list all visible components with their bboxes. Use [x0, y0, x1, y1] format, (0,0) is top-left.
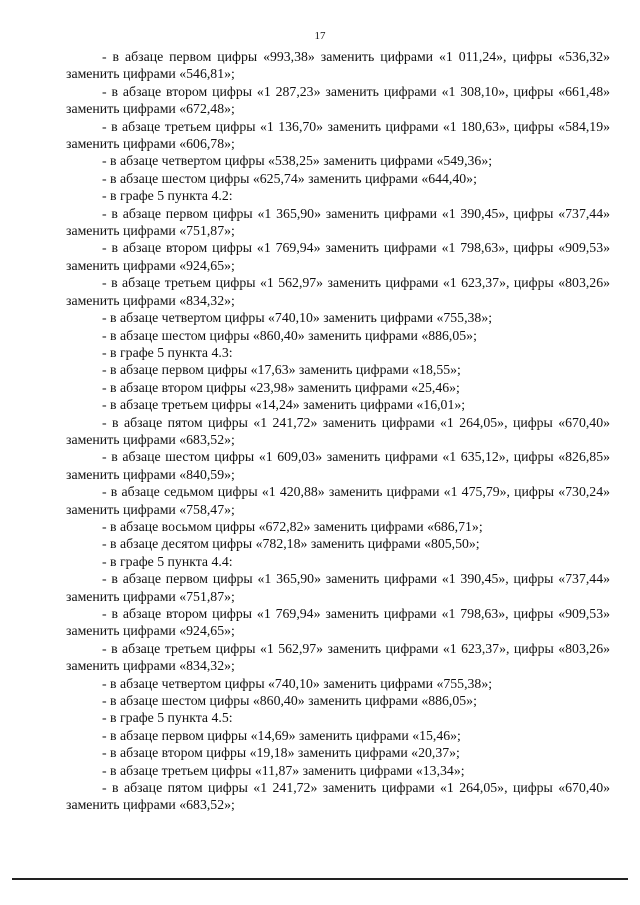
amendment-paragraph: - в абзаце третьем цифры «1 136,70» заменить цифрами «1 180,63», цифры «584,19» заменить цифрами «606,78»;	[66, 118, 610, 152]
amendment-paragraph: - в графе 5 пункта 4.4:	[102, 553, 233, 569]
bottom-divider	[12, 878, 628, 880]
amendment-paragraph: - в абзаце втором цифры «1 769,94» заменить цифрами «1 798,63», цифры «909,53» заменить цифрами «924,65»;	[66, 240, 610, 273]
document-body	[66, 48, 610, 814]
amendment-paragraph: - в абзаце первом цифры «14,69» заменить цифрами «15,46»;	[102, 727, 461, 743]
amendment-paragraph: - в абзаце пятом цифры «1 241,72» заменить цифрами «1 264,05», цифры «670,40» заменить цифрами «683,52»;	[66, 414, 610, 447]
amendment-paragraph: - в абзаце шестом цифры «860,40» заменить цифрами «886,05»;	[102, 327, 477, 343]
amendment-paragraph: - в абзаце пятом цифры «1 241,72» заменить цифрами «1 264,05», цифры «670,40» заменить цифрами «683,52»;	[66, 780, 610, 813]
amendment-paragraph: - в абзаце втором цифры «19,18» заменить цифрами «20,37»;	[102, 745, 460, 761]
amendment-paragraph: - в графе 5 пункта 4.3:	[102, 344, 233, 360]
amendment-paragraph: - в абзаце третьем цифры «14,24» заменить цифрами «16,01»;	[102, 397, 466, 413]
amendment-paragraph: - в абзаце третьем цифры «1 562,97» заменить цифрами «1 623,37», цифры «803,26» заменить цифрами «834,32»;	[66, 640, 610, 674]
amendment-paragraph: - в абзаце восьмом цифры «672,82» заменить цифрами «686,71»;	[102, 518, 483, 534]
amendment-paragraph: - в абзаце седьмом цифры «1 420,88» заменить цифрами «1 475,79», цифры «730,24» заменить цифрами «758,47»;	[66, 484, 610, 517]
amendment-paragraph: - в абзаце шестом цифры «1 609,03» заменить цифрами «1 635,12», цифры «826,85» заменить цифрами «840,59»;	[66, 449, 610, 482]
amendment-paragraph: - в абзаце первом цифры «1 365,90» заменить цифрами «1 390,45», цифры «737,44» заменить цифрами «751,87»;	[66, 571, 610, 604]
amendment-paragraph: - в абзаце первом цифры «1 365,90» заменить цифрами «1 390,45», цифры «737,44» заменить цифрами «751,87»;	[66, 205, 610, 239]
page-number: 17	[314, 30, 326, 42]
amendment-paragraph: - в абзаце десятом цифры «782,18» заменить цифрами «805,50»;	[102, 536, 480, 552]
amendment-paragraph: - в абзаце первом цифры «17,63» заменить цифрами «18,55»;	[102, 362, 461, 378]
amendment-paragraph: - в графе 5 пункта 4.5:	[102, 710, 233, 726]
amendment-paragraph: - в абзаце втором цифры «23,98» заменить цифрами «25,46»;	[102, 379, 460, 395]
amendment-paragraph: - в абзаце четвертом цифры «740,10» заменить цифрами «755,38»;	[102, 675, 493, 691]
amendment-paragraph: - в графе 5 пункта 4.2:	[102, 188, 233, 204]
amendment-paragraph: - в абзаце втором цифры «1 769,94» заменить цифрами «1 798,63», цифры «909,53» заменить цифрами «924,65»;	[66, 606, 610, 639]
amendment-paragraph: - в абзаце четвертом цифры «538,25» заменить цифрами «549,36»;	[102, 153, 493, 169]
amendment-paragraph: - в абзаце третьем цифры «11,87» заменить цифрами «13,34»;	[102, 762, 465, 778]
amendment-paragraph: - в абзаце первом цифры «993,38» заменить цифрами «1 011,24», цифры «536,32» заменить цифрами «546,81»;	[66, 49, 610, 82]
amendment-paragraph: - в абзаце шестом цифры «860,40» заменить цифрами «886,05»;	[102, 693, 477, 709]
amendment-paragraph: - в абзаце втором цифры «1 287,23» заменить цифрами «1 308,10», цифры «661,48» заменить цифрами «672,48»;	[66, 83, 610, 117]
amendment-paragraph: - в абзаце четвертом цифры «740,10» заменить цифрами «755,38»;	[102, 310, 493, 326]
amendment-paragraph: - в абзаце шестом цифры «625,74» заменить цифрами «644,40»;	[102, 170, 477, 186]
amendment-paragraph: - в абзаце третьем цифры «1 562,97» заменить цифрами «1 623,37», цифры «803,26» заменить цифрами «834,32»;	[66, 275, 610, 308]
